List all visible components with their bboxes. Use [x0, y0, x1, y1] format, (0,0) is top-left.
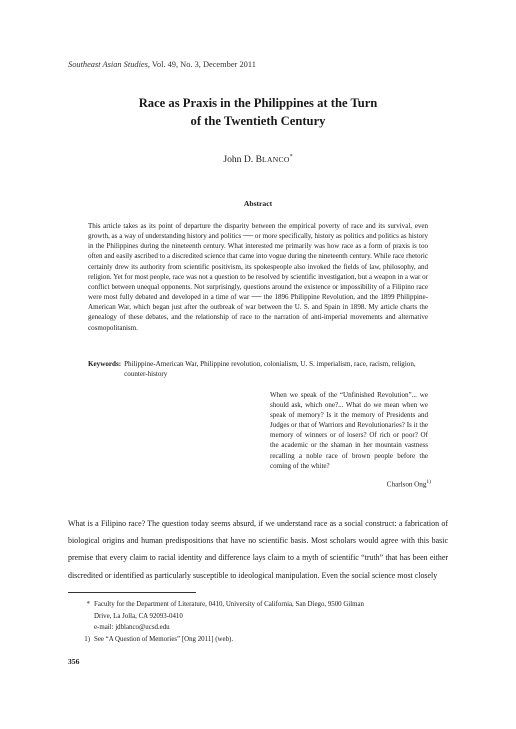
footnote-line: See “A Question of Memories” [Ong 2011] (web). — [94, 635, 234, 643]
article-title-line-1: Race as Praxis in the Philippines at the Turn — [138, 96, 378, 110]
journal-header — [68, 60, 256, 69]
author-first-name: John D. — [223, 154, 256, 166]
article-title — [60, 94, 456, 130]
epigraph-author: Charlson Ong — [386, 480, 427, 489]
footnote-author — [68, 599, 450, 634]
footnote-text — [94, 599, 450, 634]
footnote-line: Drive, La Jolla, CA 92093-0410 — [94, 612, 183, 620]
epigraph-attribution — [270, 479, 431, 488]
footnote-line: Faculty for the Department of Literature, 0410, University of California, San Diego, 9500 Gilman — [94, 601, 365, 608]
journal-issue: , Vol. 49, No. 3, December 2011 — [147, 60, 256, 69]
page-number: 356 — [68, 657, 80, 666]
abstract-heading: Abstract — [243, 199, 273, 208]
footnote-divider — [68, 592, 196, 593]
keywords-label: Keywords: — [88, 360, 122, 368]
footnote-1 — [68, 634, 450, 646]
author-last-initial: B — [255, 154, 262, 166]
footnote-text — [94, 634, 450, 646]
author-name — [0, 154, 516, 165]
footnote-mark: * — [86, 601, 90, 608]
epigraph-footnote-mark: 1) — [426, 479, 431, 485]
keywords-text: Philippine-American War, Philippine revolution, colonialism, U. S. imperialism, race, racism, religion, counter-history — [124, 360, 416, 378]
journal-name: Southeast Asian Studies — [68, 60, 148, 69]
abstract-text: This article takes as its point of departure the disparity between the empirical poverty of race and its survival, even growth, as a way of understanding history and politics ── or more specifically, history as politics and politics as history in the Philippines during the nineteenth century. What interested me primarily was how race as a form of praxis is too often and easily ascribed to a discredited science that came into vogue during the nineteenth century. While race rhetoric certainly drew its authority from scientific positivism, its spokespeople also invoked the fields of law, philosophy, and religion. Yet for most people, race was not a question to be resolved by scientific investigation, but a weapon in a war or conflict between unequal opponents. Not surprisingly, questions around the existence or impossibility of a Filipino race were most fully debated and developed in a time of war ── the 1896 Philippine Revolution, and the 1899 Philippine-American War, which began just after the outbreak of war between the U. S. and Spain in 1898. My article charts the genealogy of these debates, and the relationship of race to the narration of anti-imperial movements and alternative cosmopolitanism. — [88, 222, 428, 332]
body-paragraph: What is a Filipino race? The question today seems absurd, if we understand race as a social construct: a fabrication of biological origins and human predispositions that have no scientific basis. Most scholars would agree with this basic premise that every claim to racial identity and difference lays claim to a myth of scientific “truth” that has been either discredited or identified as particularly susceptible to ideological manipulation. Even the social science most closely — [68, 519, 448, 580]
author-last-rest: LANCO — [262, 155, 290, 165]
epigraph-quote: When we speak of the “Unfinished Revolution”... we should ask, which one?... What do we mean when we speak of memory? Is it the memory of Presidents and Judges or that of Warriors and Revolutionaries? Is it the memory of winners or of losers? Of rich or poor? Of the academic or the shaman in her mountain vastness recalling a noble race of brown people before the coming of the white? — [270, 391, 428, 470]
author-footnote-mark: * — [289, 154, 293, 160]
article-title-line-2: of the Twentieth Century — [190, 114, 326, 128]
footnotes — [68, 599, 450, 645]
footnote-line: e-mail: jdblanco@ucsd.edu — [94, 624, 170, 631]
footnote-mark: 1) — [84, 635, 90, 643]
keywords-block — [88, 359, 428, 379]
